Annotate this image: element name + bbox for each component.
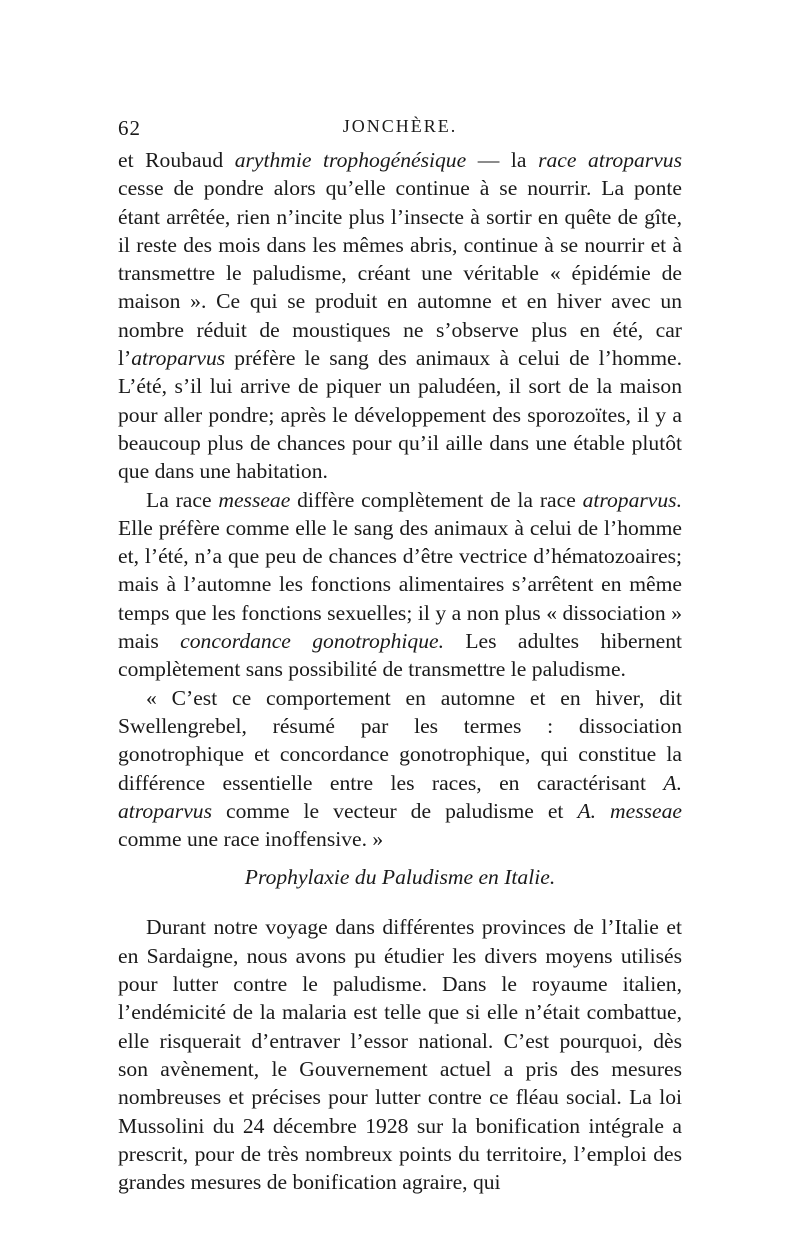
running-title: JONCHÈRE. [342,116,458,136]
paragraph-text: et Roubaud [118,148,235,172]
paragraph-text: La race [146,487,219,512]
section-heading: Prophylaxie du Paludisme en Italie. [244,865,556,890]
paragraph-text: comme le vecteur de paludisme et [211,798,578,823]
paragraph-prophylaxie: Durant notre voyage dans différentes provinces de l’Italie et en Sardaigne, nous avons pu étudier les divers moyens utilisés pour lutter contre le paludisme. Dans le royaume italien, l’endémicité de la malaria est telle que si elle n’était combattue, elle risquerait d’entraver l’essor national. C’est pourquoi, dès son avènement, le Gouvernement actuel a pris des mesures nombreuses et précises pour lutter contre ce fléau social. La loi Mussolini du 24 décembre 1928 sur la bonification intégrale a prescrit, pour de très nombreux points du territoire, l’emploi des grandes mesures de bonification agraire, qui [118,915,682,1195]
paragraph-text: comme une race inoffensive. » [118,827,384,852]
italic-term: atroparvus. [582,487,682,512]
italic-term: messeae [218,487,291,512]
paragraph-roubaud [118,146,682,486]
paragraph-text: préfère le sang des animaux à celui de l’homme. L’été, s’il lui arrive de piquer un paludéen, il sort de la maison pour aller pondre; après le développement des sporozoïtes, il y a beaucoup plus de chances pour qu’il aille dans une étable plutôt que dans une habitation. [118,346,682,484]
paragraph-text: Les adultes hibernent complètement sans possibilité de transmettre le paludisme. [118,629,682,682]
paragraph-text: « C’est ce comportement en automne et en hiver, dit Swellengrebel, résumé par les termes : dissociation gonotrophique et concordance gonotrophique, qui constitue la différence essentielle entre les races, en caractérisant [118,685,682,795]
italic-term: A. messeae [577,798,682,823]
paragraph-text: Elle préfère comme elle le sang des animaux à celui de l’homme et, l’été, n’a que peu de chances d’être vectrice d’hématozoaires; mais à l’automne les fonctions alimentaires s’arrêtent en même temps que les fonctions sexuelles; il y a non plus « dissociation » mais [118,515,682,654]
page-number: 62 [118,116,141,140]
paragraph-text: — la [466,148,539,172]
italic-term: A. atroparvus [118,770,682,823]
paragraph-text: cesse de pondre alors qu’elle continue à se nourrir. La ponte étant arrêtée, rien n’incite plus l’insecte à sortir en quête de gîte, il reste des mois dans les mêmes abris, continue à se nourrir et à transmettre le paludisme, créant une véritable « épidémie de maison ». Ce qui se produit en automne et en hiver avec un nombre réduit de moustiques ne s’observe plus en été, car l’ [118,176,682,371]
paragraph-text: diffère complètement de la race [290,487,583,512]
paragraph-messeae [118,486,682,684]
italic-term: atroparvus [131,346,226,371]
italic-term: race atroparvus [538,148,682,172]
running-head [118,112,682,146]
italic-term: concordance gonotrophique. [180,629,444,654]
paragraph-swellengrebel-quote [118,684,682,854]
italic-term: arythmie trophogénésique [234,148,467,172]
book-page [118,112,682,1196]
